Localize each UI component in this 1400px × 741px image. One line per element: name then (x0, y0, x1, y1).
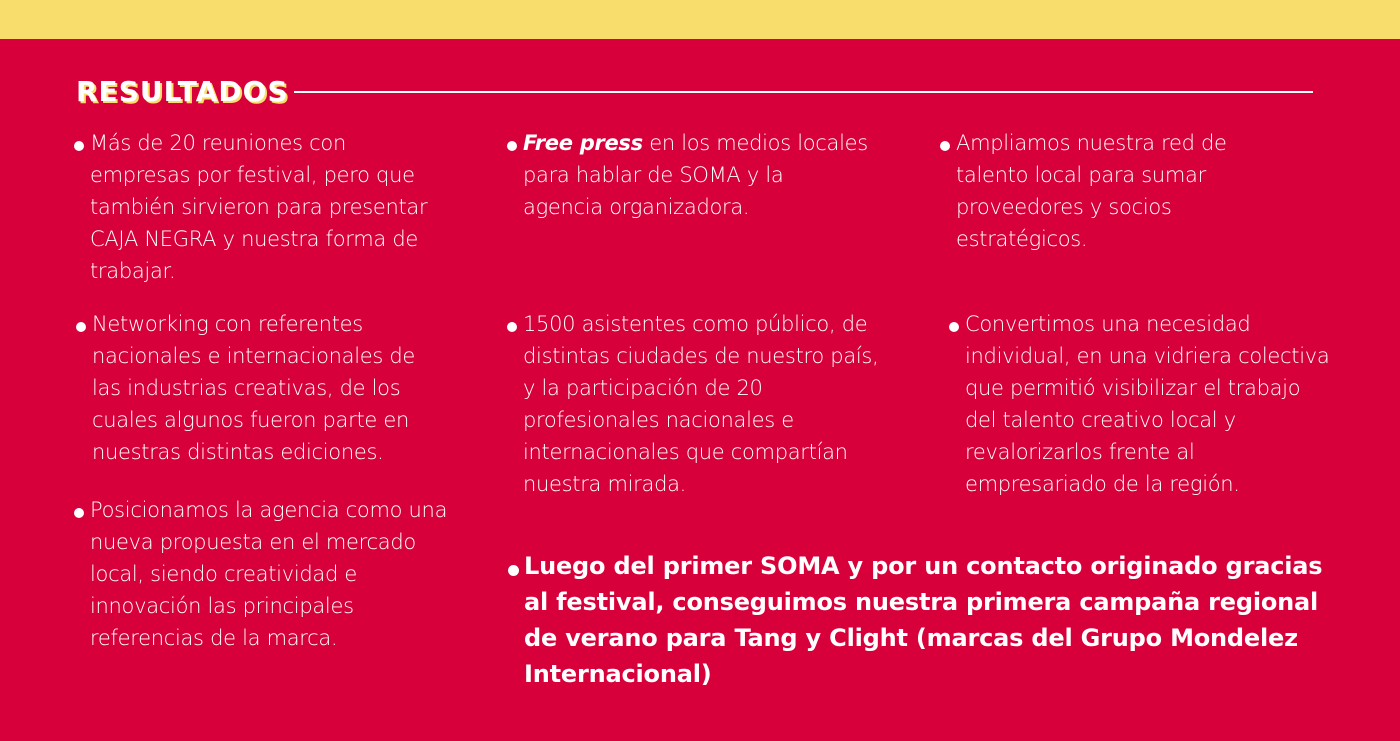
bullet-icon (508, 565, 519, 576)
section-title: RESULTADOS (76, 75, 289, 108)
result-item-positioning (90, 494, 450, 654)
result-item-talent-network (956, 127, 1301, 255)
result-item-collective-showcase (965, 308, 1330, 500)
result-item-networking (92, 308, 447, 468)
result-text: Luego del primer SOMA y por un contacto originado gracias al festival, conseguimos nuestra primera campaña regional de verano para Tang y Clight (marcas del Grupo Mondelez Internacional) (524, 552, 1323, 688)
result-text: Posicionamos la agencia como una nueva propuesta en el mercado local, siendo creatividad e innovación las principales referencias de la marca. (90, 498, 448, 650)
result-item-free-press (523, 127, 868, 223)
bullet-icon (74, 508, 84, 518)
bullet-icon (507, 141, 517, 151)
result-text: Convertimos una necesidad individual, en una vidriera colectiva que permitió visibilizar el trabajo del talento creativo local y revalorizarlos frente al empresariado de la región. (965, 312, 1330, 496)
result-text: Más de 20 reuniones con empresas por festival, pero que también sirvieron para presentar CAJA NEGRA y nuestra forma de trabajar. (90, 131, 428, 283)
bullet-icon (76, 322, 86, 332)
title-divider (294, 91, 1313, 93)
result-text: 1500 asistentes como público, de distintas ciudades de nuestro país, y la participación de 20 profesionales nacionales e internacionales que compartían nuestra mirada. (523, 312, 879, 496)
result-item-meetings (90, 127, 440, 287)
result-text: Ampliamos nuestra red de talento local para sumar proveedores y socios estratégicos. (956, 131, 1227, 251)
bullet-icon (507, 322, 517, 332)
result-text: en los medios locales para hablar de SOMA y la agencia organizadora. (523, 131, 868, 219)
result-item-attendees (523, 308, 883, 500)
top-color-band (0, 0, 1400, 39)
bullet-icon (949, 322, 959, 332)
bullet-icon (940, 141, 950, 151)
bullet-icon (74, 141, 84, 151)
result-item-campaign-highlight (524, 548, 1324, 692)
result-emphasis: Free press (523, 131, 643, 155)
result-text: Networking con referentes nacionales e internacionales de las industrias creativas, de los cuales algunos fueron parte en nuestras distintas ediciones. (92, 312, 416, 464)
